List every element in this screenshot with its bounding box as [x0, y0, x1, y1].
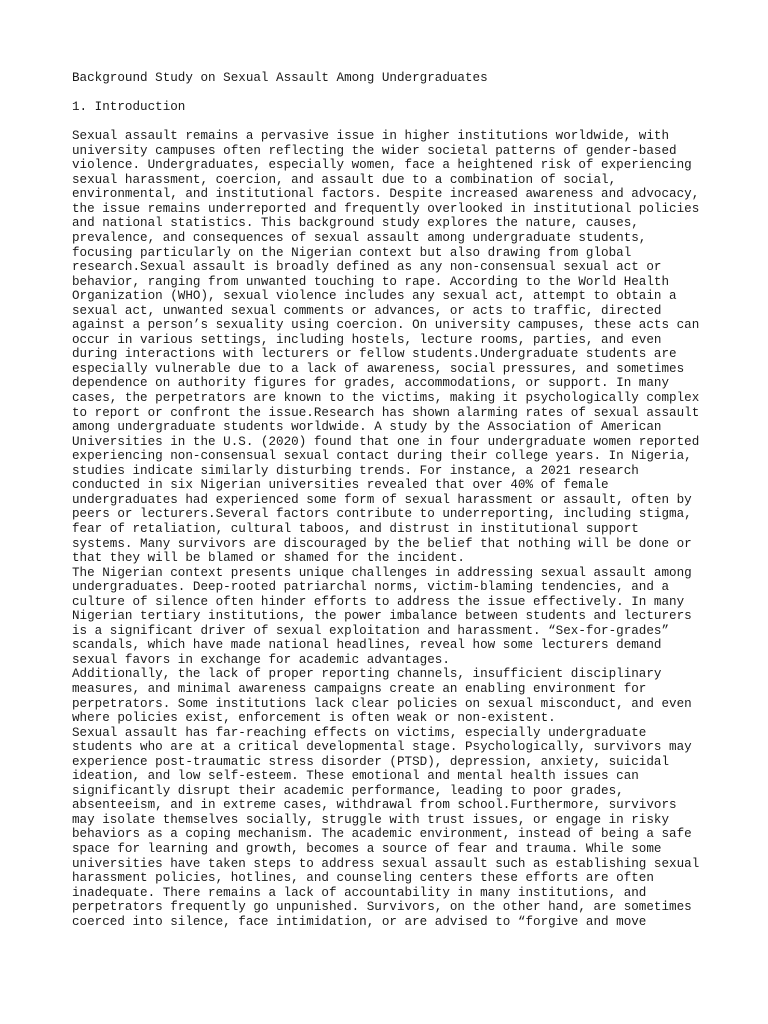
text-line: to report or confront the issue.Research has shown alarming rates of sexual assault [72, 405, 700, 420]
text-line: environmental, and institutional factors. Despite increased awareness and advocacy, [72, 187, 700, 202]
text-line: is a significant driver of sexual exploitation and harassment. “Sex-for-grades” [72, 623, 670, 638]
text-line: measures, and minimal awareness campaigns create an enabling environment for [72, 681, 647, 696]
text-line: culture of silence often hinder efforts to address the issue effectively. In many [72, 594, 685, 609]
text-line: undergraduates. Deep-rooted patriarchal norms, victim-blaming tendencies, and a [72, 580, 670, 595]
body-text [72, 129, 712, 929]
text-line: systems. Many survivors are discouraged by the belief that nothing will be done or [72, 536, 692, 551]
document-title: Background Study on Sexual Assault Among Undergraduates [72, 71, 488, 85]
text-line: sexual act, unwanted sexual comments or advances, or acts to traffic, directed [72, 303, 662, 318]
section-heading: 1. Introduction [72, 100, 186, 115]
text-line: Sexual assault remains a pervasive issue in higher institutions worldwide, with [72, 129, 670, 144]
text-line: that they will be blamed or shamed for the incident. [72, 551, 465, 566]
text-line: Sexual assault has far-reaching effects on victims, especially undergraduate [72, 725, 647, 740]
text-line: conducted in six Nigerian universities revealed that over 40% of female [72, 478, 609, 493]
text-line: The Nigerian context presents unique challenges in addressing sexual assault among [72, 565, 692, 580]
text-line: students who are at a critical developmental stage. Psychologically, survivors may [72, 740, 692, 755]
document-page [72, 71, 712, 929]
text-line: the issue remains underreported and frequently overlooked in institutional policies [72, 201, 700, 216]
text-line: inadequate. There remains a lack of accountability in many institutions, and [72, 885, 647, 900]
text-line: sexual favors in exchange for academic advantages. [72, 652, 450, 667]
text-line: cases, the perpetrators are known to the victims, making it psychologically complex [72, 391, 700, 406]
text-line: university campuses often reflecting the wider societal patterns of gender-based [72, 143, 677, 158]
text-line: and national statistics. This background study explores the nature, causes, [72, 216, 639, 231]
text-line: violence. Undergraduates, especially women, face a heightened risk of experiencing [72, 158, 692, 173]
text-line: against a person’s sexuality using coercion. On university campuses, these acts can [72, 318, 700, 333]
text-line: undergraduates had experienced some form of sexual harassment or assault, often by [72, 492, 692, 507]
text-line: during interactions with lecturers or fellow students.Undergraduate students are [72, 347, 677, 362]
text-line: Nigerian tertiary institutions, the power imbalance between students and lecturers [72, 609, 692, 624]
text-line: experience post-traumatic stress disorder (PTSD), depression, anxiety, suicidal [72, 754, 670, 769]
text-line: studies indicate similarly disturbing trends. For instance, a 2021 research [72, 463, 639, 478]
text-line: Universities in the U.S. (2020) found that one in four undergraduate women reported [72, 434, 700, 449]
text-line: fear of retaliation, cultural taboos, and distrust in institutional support [72, 521, 639, 536]
text-line: ideation, and low self-esteem. These emotional and mental health issues can [72, 769, 639, 784]
text-line: where policies exist, enforcement is often weak or non-existent. [72, 711, 556, 726]
text-line: scandals, which have made national headlines, reveal how some lecturers demand [72, 638, 662, 653]
text-line: harassment policies, hotlines, and counseling centers these efforts are often [72, 871, 654, 886]
text-line: perpetrators. Some institutions lack clear policies on sexual misconduct, and even [72, 696, 692, 711]
text-line: perpetrators frequently go unpunished. Survivors, on the other hand, are sometimes [72, 900, 692, 915]
text-line: sexual harassment, coercion, and assault due to a combination of social, [72, 172, 617, 187]
text-line: coerced into silence, face intimidation, or are advised to “forgive and move [72, 914, 647, 929]
text-line: may isolate themselves socially, struggle with trust issues, or engage in risky [72, 812, 670, 827]
text-line: prevalence, and consequences of sexual assault among undergraduate students, [72, 231, 647, 246]
text-line: among undergraduate students worldwide. A study by the Association of American [72, 420, 662, 435]
text-line: behavior, ranging from unwanted touching to rape. According to the World Health [72, 274, 670, 289]
text-line: significantly disrupt their academic performance, leading to poor grades, [72, 783, 624, 798]
text-line: occur in various settings, including hostels, lecture rooms, parties, and even [72, 332, 662, 347]
text-line: absenteeism, and in extreme cases, withdrawal from school.Furthermore, survivors [72, 798, 677, 813]
text-line: dependence on authority figures for grades, accommodations, or support. In many [72, 376, 670, 391]
text-line: focusing particularly on the Nigerian context but also drawing from global [72, 245, 632, 260]
text-line: research.Sexual assault is broadly defined as any non-consensual sexual act or [72, 260, 662, 275]
text-line: behaviors as a coping mechanism. The academic environment, instead of being a safe [72, 827, 692, 842]
text-line: space for learning and growth, becomes a source of fear and trauma. While some [72, 841, 662, 856]
text-line: peers or lecturers.Several factors contribute to underreporting, including stigma, [72, 507, 692, 522]
text-line: universities have taken steps to address sexual assault such as establishing sexual [72, 856, 700, 871]
text-line: Organization (WHO), sexual violence includes any sexual act, attempt to obtain a [72, 289, 677, 304]
text-line: experiencing non-consensual sexual contact during their college years. In Nigeria, [72, 449, 692, 464]
text-line: Additionally, the lack of proper reporting channels, insufficient disciplinary [72, 667, 662, 682]
text-line: especially vulnerable due to a lack of awareness, social pressures, and sometimes [72, 361, 685, 376]
